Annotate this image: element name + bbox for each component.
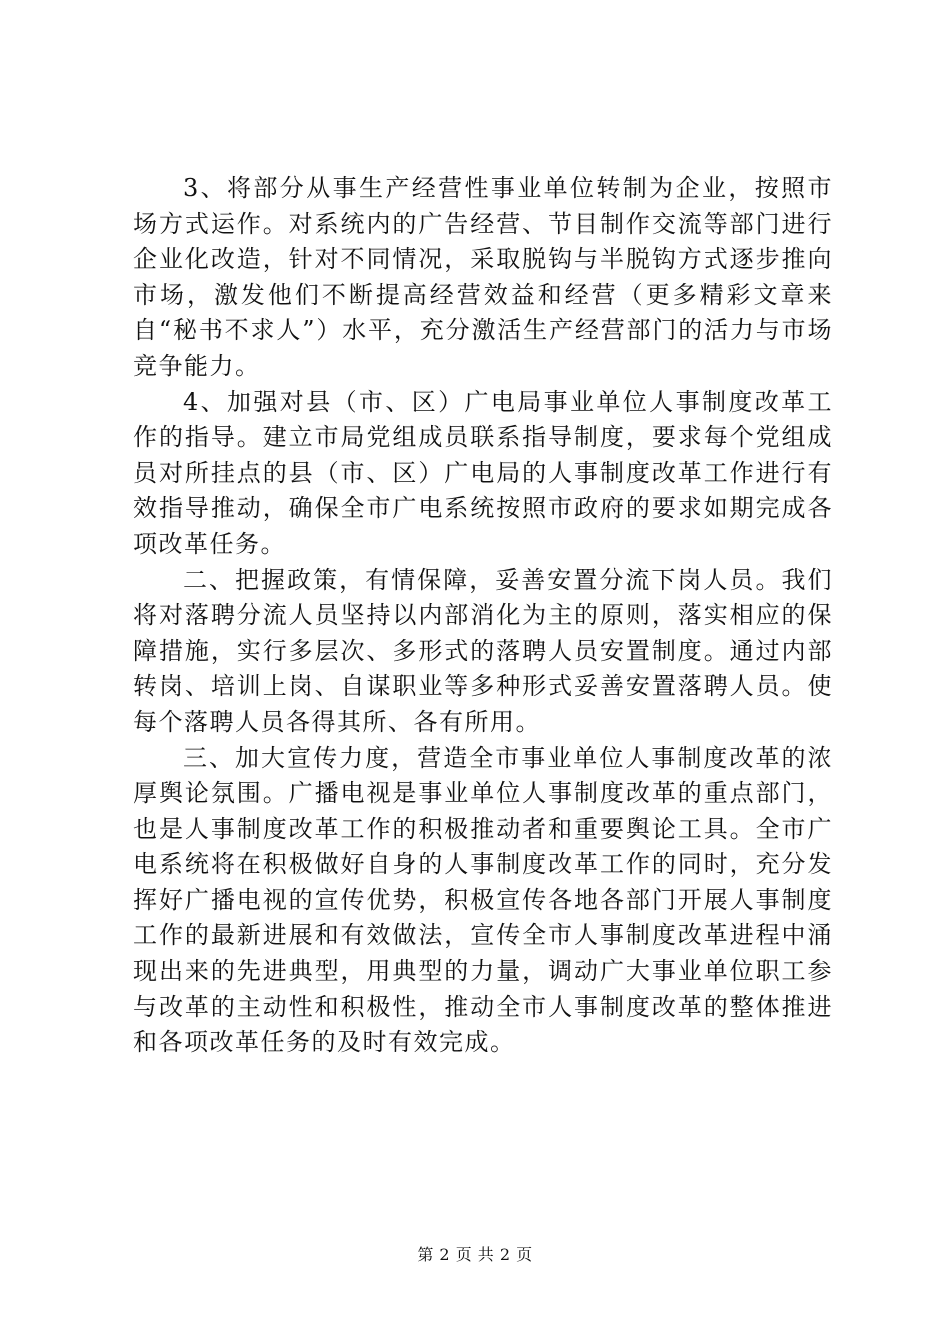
page-number-footer: 第 2 页 共 2 页 [417,1245,533,1264]
paragraph-reform-item-4: 4、加强对县（市、区）广电局事业单位人事制度改革工作的指导。建立市局党组成员联系指导制度，要求每个党组成员对所挂点的县（市、区）广电局的人事制度改革工作进行有效指导推动，确保全市广电系统按照市政府的要求如期完成各项改革任务。 [133,387,833,558]
paragraph-reform-item-3: 3、将部分从事生产经营性事业单位转制为企业，按照市场方式运作。对系统内的广告经营、节目制作交流等部门进行企业化改造，针对不同情况，采取脱钩与半脱钩方式逐步推向市场，激发他们不断提高经营效益和经营（更多精彩文章来自“秘书不求人”）水平，充分激活生产经营部门的活力与市场竞争能力。 [133,174,833,380]
paragraph-section-two: 二、把握政策，有情保障，妥善安置分流下岗人员。我们将对落聘分流人员坚持以内部消化为主的原则，落实相应的保障措施，实行多层次、多形式的落聘人员安置制度。通过内部转岗、培训上岗、自谋职业等多种形式妥善安置落聘人员。使每个落聘人员各得其所、各有所用。 [133,565,833,736]
paragraph-section-three: 三、加大宣传力度，营造全市事业单位人事制度改革的浓厚舆论氛围。广播电视是事业单位人事制度改革的重点部门，也是人事制度改革工作的积极推动者和重要舆论工具。全市广电系统将在积极做好自身的人事制度改革工作的同时，充分发挥好广播电视的宣传优势，积极宣传各地各部门开展人事制度工作的最新进展和有效做法，宣传全市人事制度改革进程中涌现出来的先进典型，用典型的力量，调动广大事业单位职工参与改革的主动性和积极性，推动全市人事制度改革的整体推进和各项改革任务的及时有效完成。 [133,743,833,1057]
document-body [133,171,833,1061]
